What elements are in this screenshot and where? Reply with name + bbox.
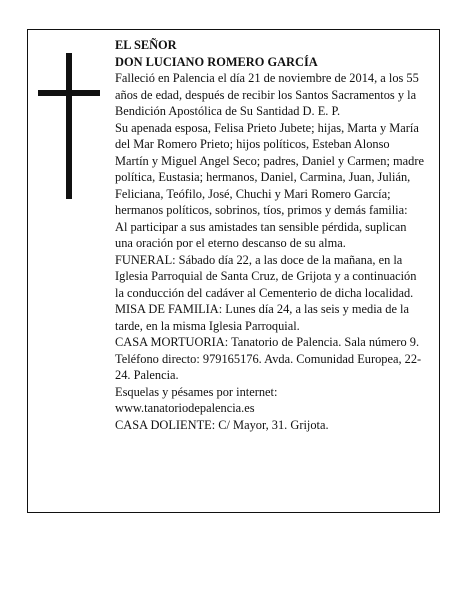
funeral-home-paragraph: CASA MORTUORIA: Tanatorio de Palencia. Sala número 9. Teléfono directo: 979165176. Avda. Comunidad Europea, 22-24. Palencia. bbox=[115, 335, 422, 382]
internet-condolences-label: Esquelas y pésames por internet: bbox=[115, 384, 278, 399]
cross-horizontal-bar bbox=[38, 90, 100, 96]
prayer-request-paragraph: Al participar a sus amistades tan sensible pérdida, suplican una oración por el eterno descanso de su alma. bbox=[115, 219, 407, 250]
heading-title: EL SEÑOR bbox=[115, 38, 177, 52]
cross-icon bbox=[38, 53, 100, 199]
obituary-text bbox=[115, 37, 425, 433]
family-mass-paragraph: MISA DE FAMILIA: Lunes día 24, a las seis y media de la tarde, en la misma Iglesia Parroquial. bbox=[115, 302, 409, 333]
death-details-paragraph: Falleció en Palencia el día 21 de noviembre de 2014, a los 55 años de edad, después de recibir los Santos Sacramentos y la Bendición Apostólica de Su Santidad D. E. P. bbox=[115, 71, 419, 118]
deceased-name: DON LUCIANO ROMERO GARCÍA bbox=[115, 54, 318, 69]
funeral-paragraph: FUNERAL: Sábado día 22, a las doce de la mañana, en la Iglesia Parroquial de Santa Cruz, de Grijota y a continuación la conducción del cadáver al Cementerio de dicha localidad. bbox=[115, 252, 417, 300]
cross-vertical-bar bbox=[66, 53, 72, 199]
family-paragraph: Su apenada esposa, Felisa Prieto Jubete; hijas, Marta y María del Mar Romero Prieto; hijos políticos, Esteban Alonso Martín y Miguel Angel Seco; padres, Daniel y Carmen; madre política, Eustasia; hermanos, Daniel, Carmina, Juan, Julián, Feliciana, Teófilo, José, Chuchi y Mari Romero García; hermanos políticos, sobrinos, tíos, primos y demás familia: bbox=[115, 120, 424, 217]
mourning-house-paragraph: CASA DOLIENTE: C/ Mayor, 31. Grijota. bbox=[115, 417, 329, 432]
website-link[interactable]: www.tanatoriodepalencia.es bbox=[115, 401, 255, 415]
